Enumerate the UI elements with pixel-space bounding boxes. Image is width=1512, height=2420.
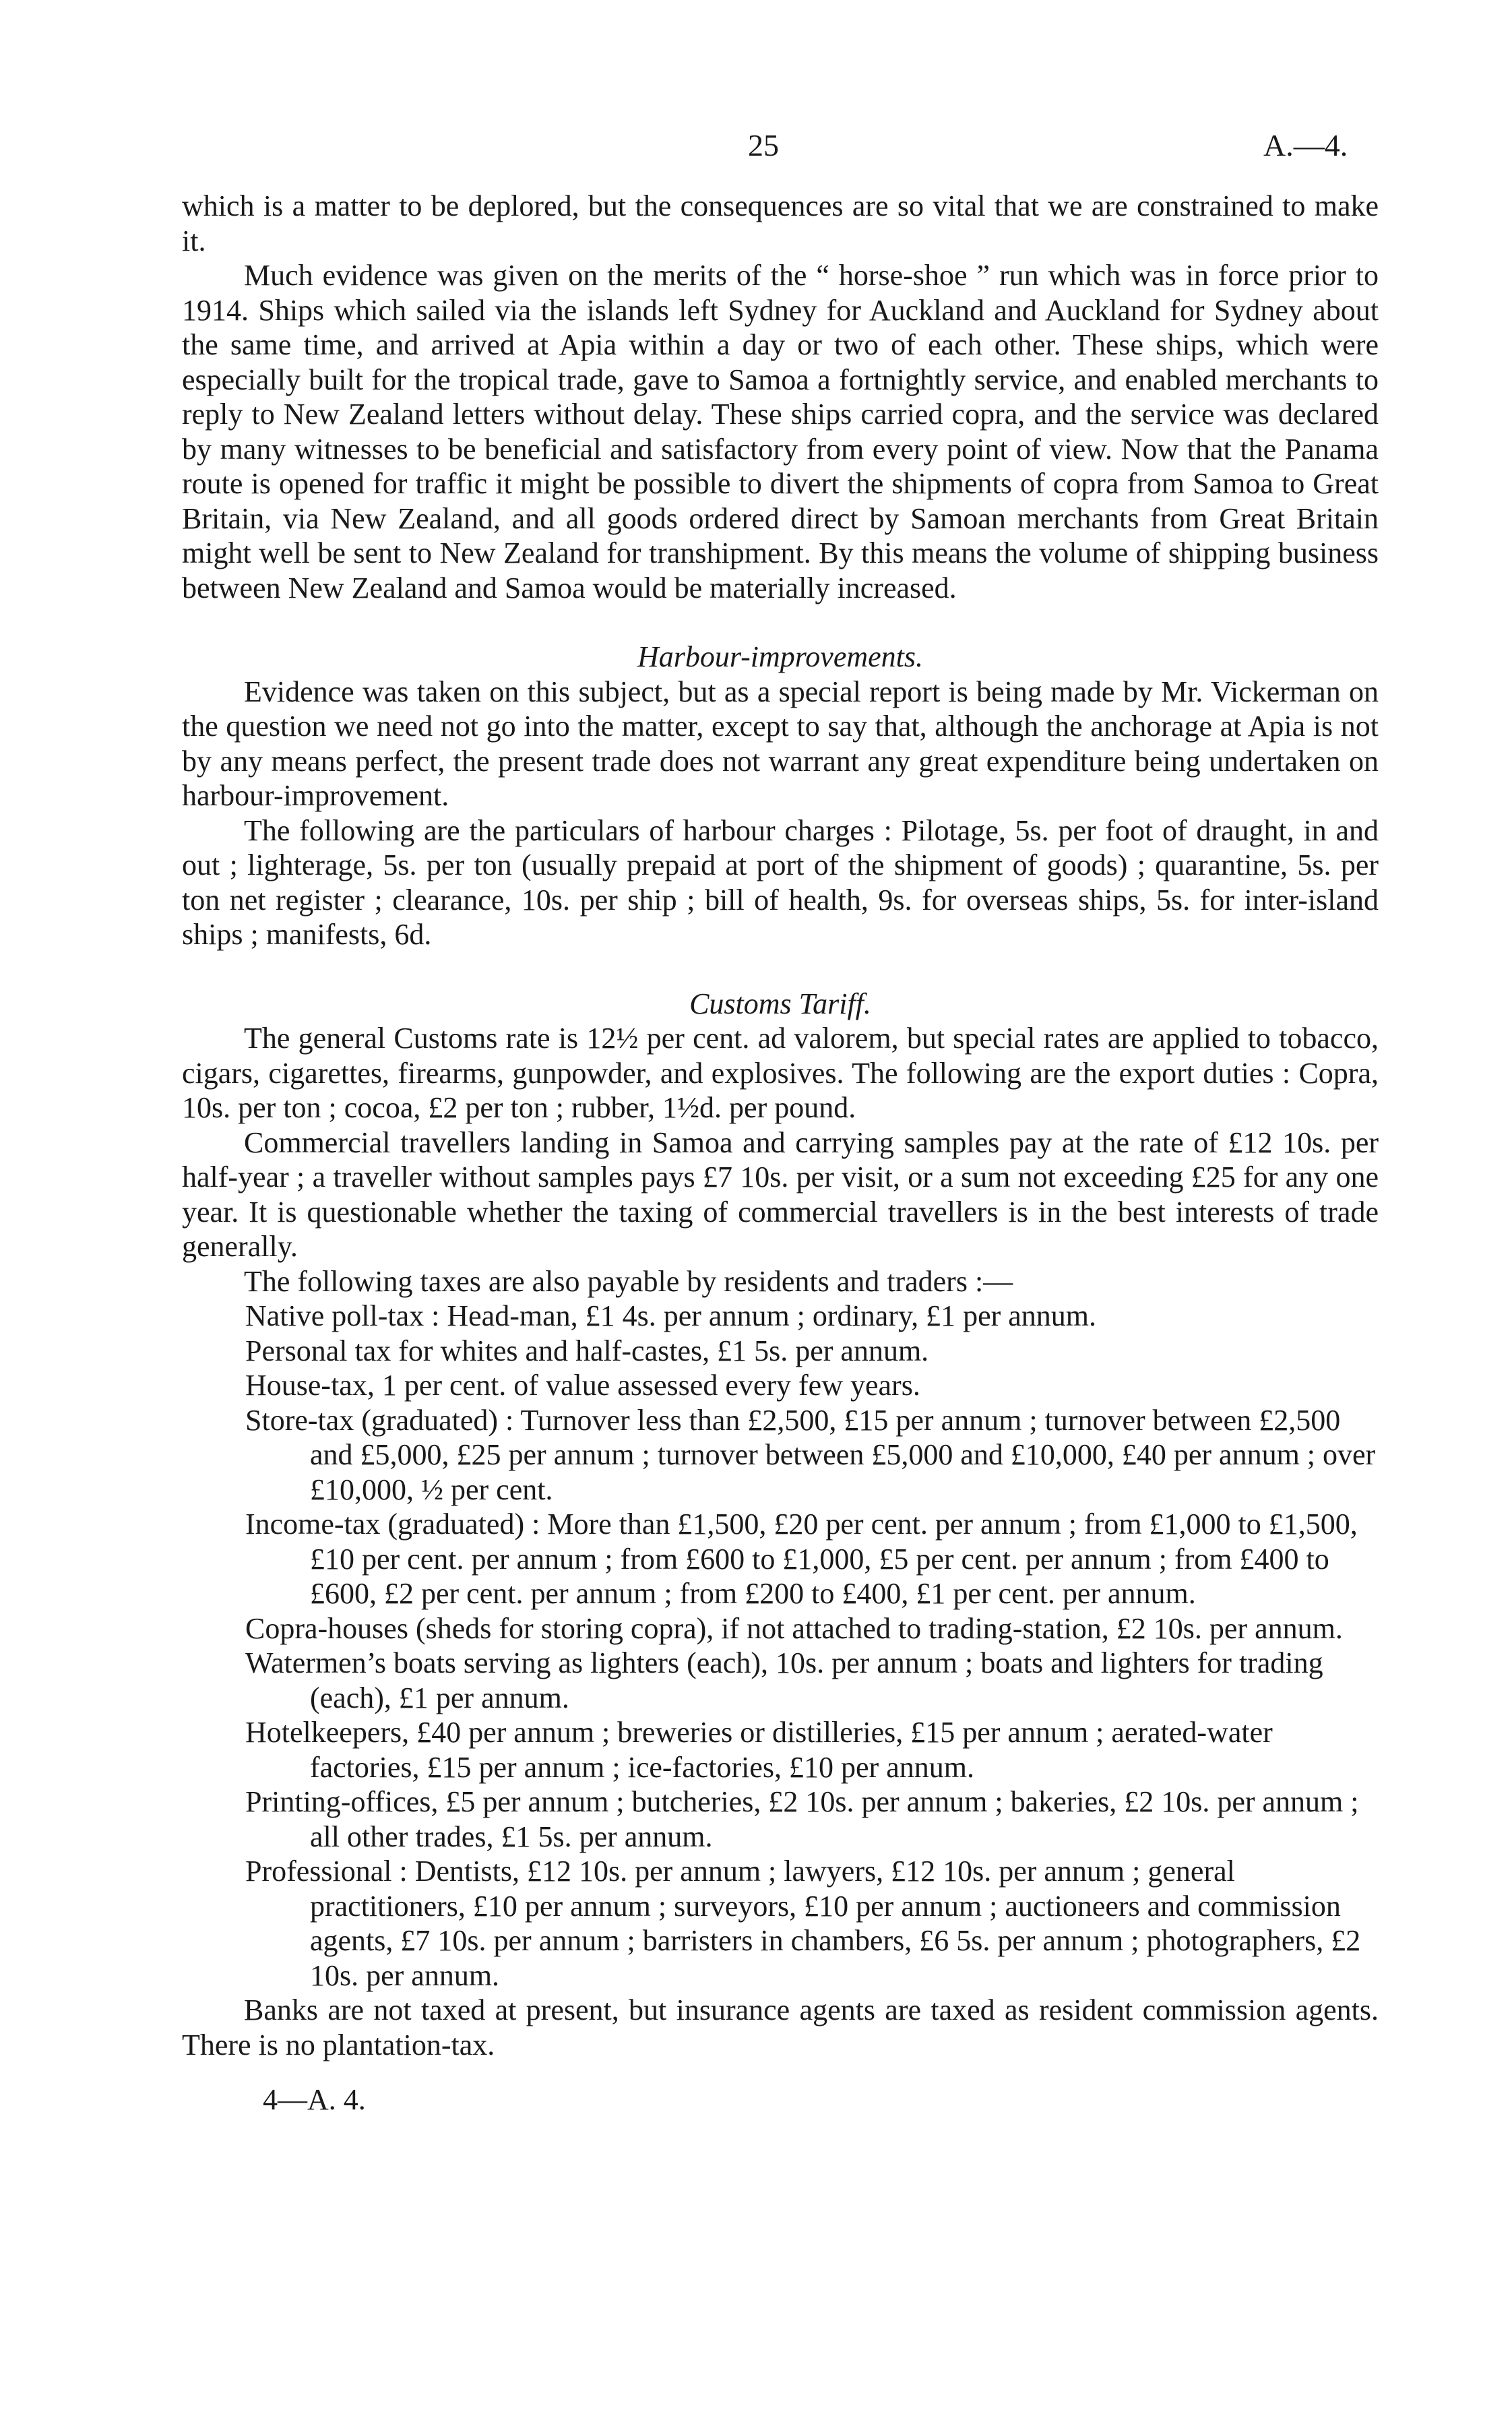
paragraph-harbour-charges: The following are the particulars of harbour charges : Pilotage, 5s. per foot of draught, in and out ; lighterage, 5s. per ton (usually prepaid at port of the shipment of goods) ; quarantine, 5s. per ton net register ; clearance, 10s. per ship ; bill of health, 9s. for overseas ships, 5s. for inter-island ships ; manifests, 6d. [182, 813, 1379, 951]
document-reference: A.—4. [1263, 128, 1348, 162]
paragraph-banks: Banks are not taxed at present, but insurance agents are taxed as resident commission agents. There is no plantation-tax. [182, 1993, 1379, 2061]
tax-item-personal-tax: Personal tax for whites and half-castes, £1 5s. per annum. [245, 1334, 929, 1367]
paragraph-customs-rate: The general Customs rate is 12½ per cent. ad valorem, but special rates are applied to tobacco, cigars, cigarettes, firearms, gunpowder, and explosives. The following are the export duties : Copra, 10s. per ton ; cocoa, £2 per ton ; rubber, 1½d. per pound. [182, 1022, 1379, 1124]
paragraph-harbour-evidence: Evidence was taken on this subject, but as a special report is being made by Mr. Vickerman on the question we need not go into the matter, except to say that, although the anchorage at Apia is not by any means perfect, the present trade does not warrant any great expenditure being undertaken on harbour-improvement. [182, 675, 1379, 812]
tax-item-professional: Professional : Dentists, £12 10s. per annum ; lawyers, £12 10s. per annum ; general practitioners, £10 per annum ; surveyors, £10 per annum ; auctioneers and commission agents, £7 10s. per annum ; barristers in chambers, £6 5s. per annum ; photographers, £2 10s. per annum. [245, 1855, 1361, 1992]
document-body [182, 189, 1379, 2117]
tax-item-house-tax: House-tax, 1 per cent. of value assessed every few years. [245, 1369, 920, 1402]
tax-item-printing-offices: Printing-offices, £5 per annum ; butcheries, £2 10s. per annum ; bakeries, £2 10s. per annum ; all other trades, £1 5s. per annum. [245, 1785, 1359, 1853]
tax-item-hotelkeepers: Hotelkeepers, £40 per annum ; breweries or distilleries, £15 per annum ; aerated-water factories, £15 per annum ; ice-factories, £10 per annum. [245, 1716, 1273, 1784]
tax-item-store-tax: Store-tax (graduated) : Turnover less than £2,500, £15 per annum ; turnover between £2,500 and £5,000, £25 per annum ; turnover between £5,000 and £10,000, £40 per annum ; over £10,000, ½ per cent. [245, 1403, 1376, 1506]
heading-harbour-improvements: Harbour-improvements. [637, 640, 923, 673]
tax-list [182, 1299, 1379, 1993]
tax-item-native-poll-tax: Native poll-tax : Head-man, £1 4s. per annum ; ordinary, £1 per annum. [245, 1299, 1097, 1332]
page-number: 25 [748, 128, 779, 162]
tax-item-copra-houses: Copra-houses (sheds for storing copra), if not attached to trading-station, £2 10s. per annum. [245, 1611, 1343, 1645]
paragraph-intro-end: which is a matter to be deplored, but the consequences are so vital that we are constrained to make it. [182, 189, 1379, 257]
footer-signature: 4—A. 4. [263, 2083, 366, 2116]
paragraph-taxes-intro: The following taxes are also payable by residents and traders :— [244, 1264, 1013, 1298]
heading-customs-tariff: Customs Tariff. [689, 987, 871, 1020]
paragraph-commercial-travellers: Commercial travellers landing in Samoa and carrying samples pay at the rate of £12 10s. per half-year ; a traveller without samples pays £7 10s. per visit, or a sum not exceeding £25 for any one year. It is questionable whether the taxing of commercial travellers is in the best interests of trade generally. [182, 1125, 1379, 1263]
paragraph-horseshoe-run: Much evidence was given on the merits of the “ horse-shoe ” run which was in force prior to 1914. Ships which sailed via the islands left Sydney for Auckland and Auckland for Sydney about the same time, and arrived at Apia within a day or two of each other. These ships, which were especially built for the tropical trade, gave to Samoa a fortnightly service, and enabled merchants to reply to New Zealand letters without delay. These ships carried copra, and the service was declared by many witnesses to be beneficial and satisfactory from every point of view. Now that the Panama route is opened for traffic it might be possible to divert the shipments of copra from Samoa to Great Britain, via New Zealand, and all goods ordered direct by Samoan merchants from Great Britain might well be sent to New Zealand for transhipment. By this means the volume of shipping business between New Zealand and Samoa would be materially increased. [182, 259, 1379, 604]
tax-item-income-tax: Income-tax (graduated) : More than £1,500, £20 per cent. per annum ; from £1,000 to £1,500, £10 per cent. per annum ; from £600 to £1,000, £5 per cent. per annum ; from £400 to £600, £2 per cent. per annum ; from £200 to £400, £1 per cent. per annum. [245, 1508, 1358, 1610]
tax-item-watermens-boats: Watermen’s boats serving as lighters (each), 10s. per annum ; boats and lighters for trading (each), £1 per annum. [245, 1646, 1323, 1714]
